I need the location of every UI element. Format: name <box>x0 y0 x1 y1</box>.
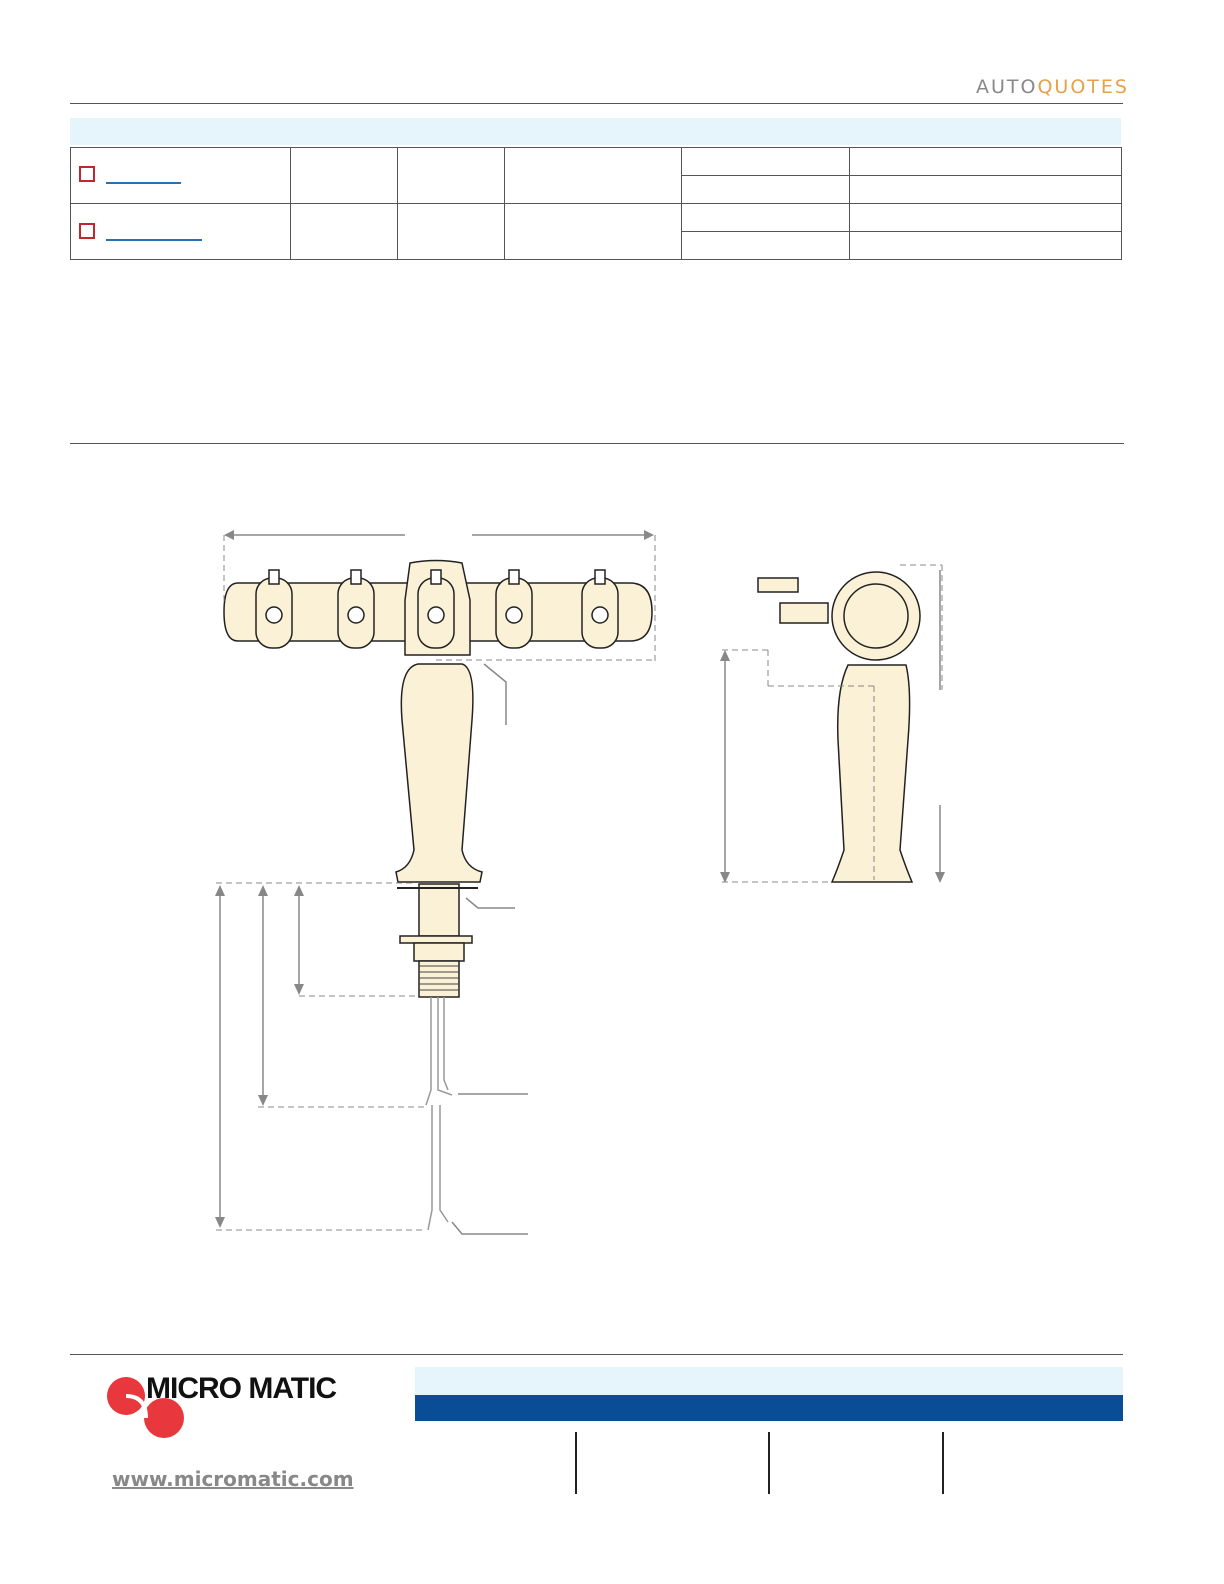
footer-divider <box>768 1432 770 1494</box>
footer-divider <box>575 1432 577 1494</box>
footer-band-light <box>415 1367 1123 1395</box>
website-link[interactable]: www.micromatic.com <box>112 1467 354 1491</box>
footer-divider <box>942 1432 944 1494</box>
footer-band-dark <box>415 1395 1123 1421</box>
logo-text: MICRO MATIC <box>146 1372 337 1405</box>
footer-rule <box>70 1354 1123 1355</box>
autoquotes-brand: AUTOQUOTES <box>976 76 1129 98</box>
